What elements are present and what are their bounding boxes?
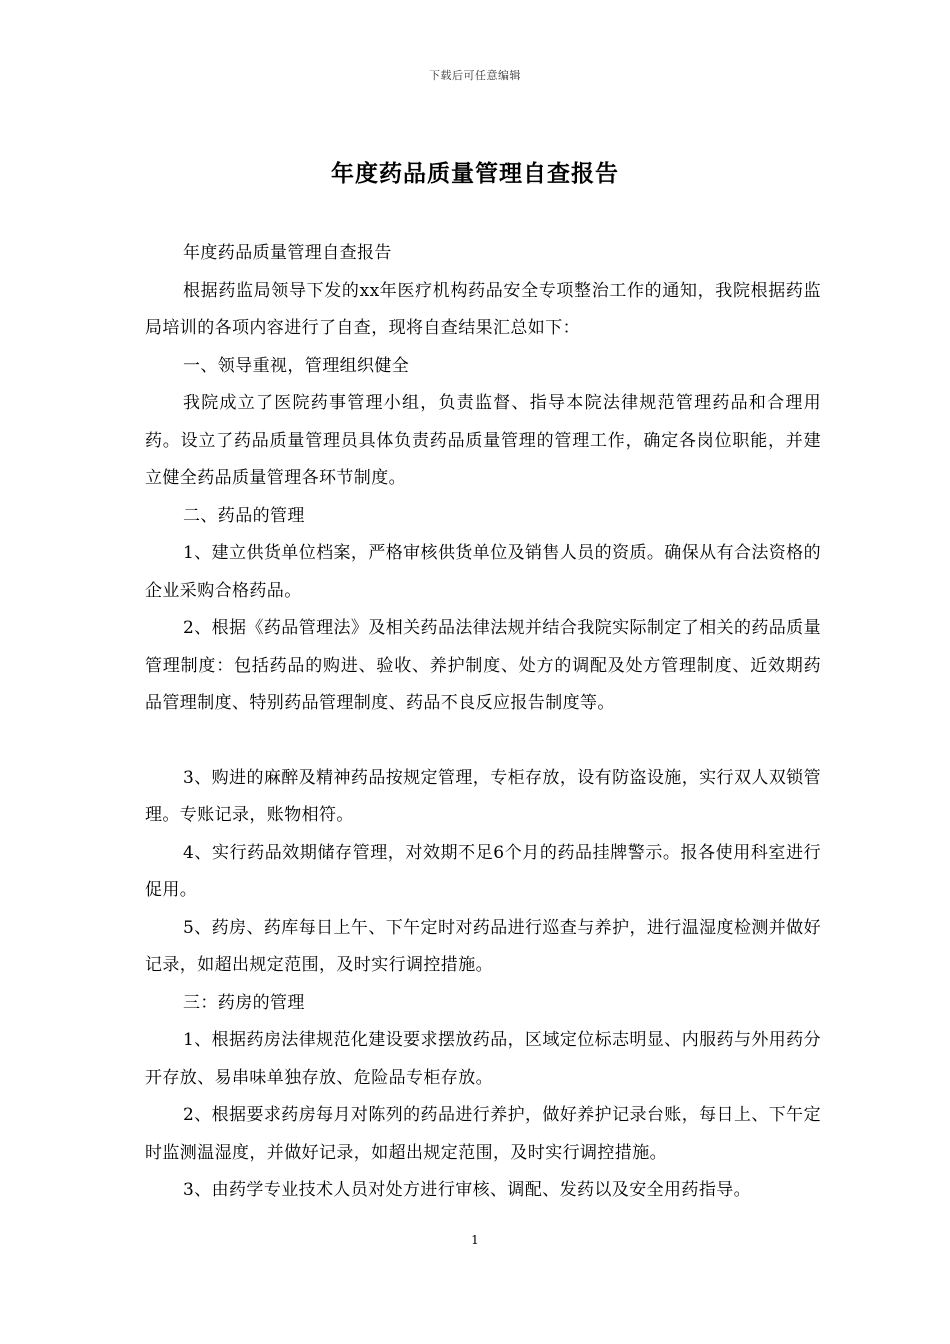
list-item: 2、根据《药品管理法》及相关药品法律法规并结合我院实际制定了相关的药品质量管理制度：包括药品的购进、验收、养护制度、处方的调配及处方管理制度、近效期药品管理制度、特别药品管理制度、药品不良反应报告制度等。 <box>145 618 821 713</box>
header-note: 下载后可任意编辑 <box>429 69 521 82</box>
page-number: 1 <box>471 1233 479 1247</box>
section-heading-3: 三：药房的管理 <box>183 992 305 1013</box>
paragraph: 我院成立了医院药事管理小组，负责监督、指导本院法律规范管理药品和合理用药。设立了药品质量管理员具体负责药品质量管理的管理工作，确定各岗位职能，并建立健全药品质量管理各环节制度。 <box>145 393 821 488</box>
list-item: 4、实行药品效期储存管理，对效期不足6个月的药品挂牌警示。报各使用科室进行促用。 <box>145 842 821 900</box>
section-heading-2: 二、药品的管理 <box>183 505 305 526</box>
paragraph-intro: 根据药监局领导下发的xx年医疗机构药品安全专项整治工作的通知，我院根据药监局培训的各项内容进行了自查，现将自查结果汇总如下： <box>145 280 821 338</box>
list-item: 2、根据要求药房每月对陈列的药品进行养护，做好养护记录台账，每日上、下午定时监测温湿度，并做好记录，如超出规定范围，及时实行调控措施。 <box>145 1105 821 1163</box>
paragraph-subtitle: 年度药品质量管理自查报告 <box>183 243 392 263</box>
list-item: 1、根据药房法律规范化建设要求摆放药品，区域定位标志明显、内服药与外用药分开存放、易串味单独存放、危险品专柜存放。 <box>145 1030 821 1088</box>
list-item: 5、药房、药库每日上午、下午定时对药品进行巡查与养护，进行温湿度检测并做好记录，如超出规定范围，及时实行调控措施。 <box>145 917 821 975</box>
list-item: 3、购进的麻醉及精神药品按规定管理，专柜存放，设有防盗设施，实行双人双锁管理。专账记录，账物相符。 <box>145 767 821 825</box>
document-body <box>145 235 821 1210</box>
section-heading-1: 一、领导重视，管理组织健全 <box>183 355 410 376</box>
list-item: 1、建立供货单位档案，严格审核供货单位及销售人员的资质。确保从有合法资格的企业采购合格药品。 <box>145 543 821 601</box>
list-item: 3、由药学专业技术人员对处方进行审核、调配、发药以及安全用药指导。 <box>183 1180 752 1200</box>
document-title: 年度药品质量管理自查报告 <box>331 160 619 187</box>
